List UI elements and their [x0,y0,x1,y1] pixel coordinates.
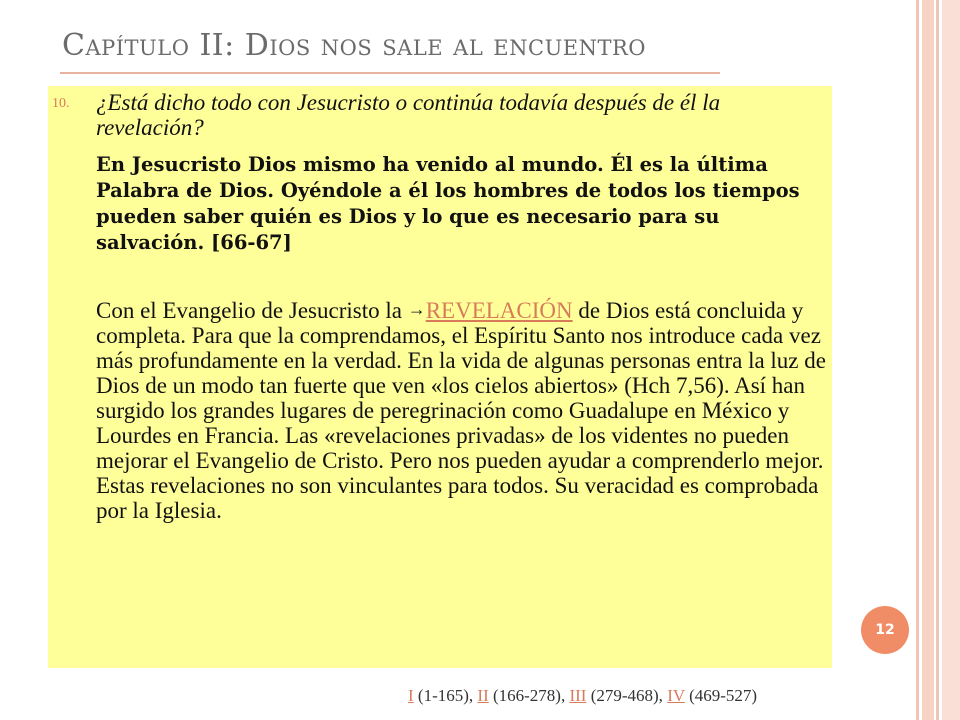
slide-title: Capítulo II: Dios nos sale al encuentro [62,28,647,63]
footer-link-part-2[interactable]: II [477,686,489,705]
footer-range: (1-165), [413,686,478,705]
question-text: ¿Está dicho todo con Jesucristo o continúa todavía después de él la revelación? [96,90,721,140]
revelacion-link[interactable]: REVELACIÓN [425,298,573,323]
arrow-right-icon: → [407,299,426,319]
answer-text: En Jesucristo Dios mismo ha venido al mundo. Él es la última Palabra de Dios. Oyéndole a él los hombres de todos los tiempos pueden saber quién es Dios y lo que es necesario para su salvación. [66-67] [96,153,800,254]
footer-navigation [408,686,757,706]
comment-paragraph [96,297,830,523]
comment-text-before: Con el Evangelio de Jesucristo la [96,298,408,323]
footer-link-part-3[interactable]: III [569,686,587,705]
decor-stripe [916,0,919,720]
footer-range: (469-527) [684,686,758,705]
footer-link-part-1[interactable]: I [408,686,414,705]
decor-stripe [922,0,934,720]
comment-text-after: de Dios está concluida y completa. Para que la comprendamos, el Espíritu Santo nos introduce cada vez más profundamente en la verdad. En la vida de algunas personas entra la luz de Dios de un modo tan fuerte que ven «los cielos abiertos» (Hch 7,56). Así han surgido los grandes lugares de peregrinación como Guadalupe en México y Lourdes en Francia. Las «revelaciones privadas» de los videntes no pueden mejorar el Evangelio de Cristo. Pero nos pueden ayudar a comprenderlo mejor. Estas revelaciones no son vinculantes para todos. Su veracidad es comprobada por la Iglesia. [96,298,826,523]
decor-stripe [942,0,960,720]
title-divider [60,72,720,74]
footer-range: (166-278), [488,686,570,705]
item-number: 10. [52,96,70,111]
page-number-badge: 12 [861,606,909,654]
footer-range: (279-468), [586,686,668,705]
footer-link-part-4[interactable]: IV [667,686,685,705]
decor-stripe [936,0,939,720]
